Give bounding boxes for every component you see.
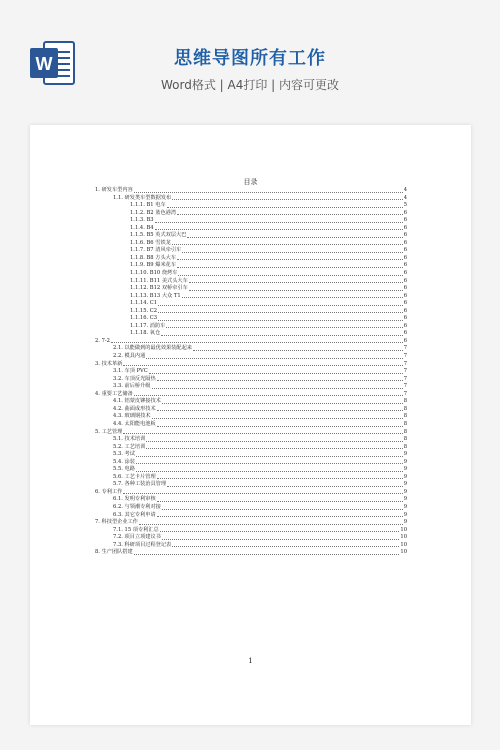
toc-entry[interactable] xyxy=(95,308,407,316)
toc-entry[interactable] xyxy=(95,383,407,391)
toc-entry-page: 6 xyxy=(403,270,407,277)
toc-entry-text: 6. 专利工作 xyxy=(95,488,123,495)
toc-entry-page: 8 xyxy=(403,398,407,405)
toc-entry-text: 5.6. 工艺卡片管理 xyxy=(113,473,156,480)
toc-entry-text: 1.1.18. 氧仓 xyxy=(130,330,161,337)
toc-entry-page: 5 xyxy=(403,202,407,209)
toc-entry-text: 2. 7-2 xyxy=(95,337,110,344)
toc-entry[interactable] xyxy=(95,210,407,218)
toc-entry[interactable] xyxy=(95,217,407,225)
toc-entry-page: 6 xyxy=(403,254,407,261)
toc-entry-page: 9 xyxy=(403,488,407,495)
toc-leader-dots xyxy=(123,492,402,494)
toc-leader-dots xyxy=(136,470,403,472)
toc-entry-text: 1.1.6. B6 雪铁龙 xyxy=(130,239,171,246)
toc-entry-page: 6 xyxy=(403,217,407,224)
toc-entry-text: 5. 工艺管理 xyxy=(95,428,123,435)
toc-entry-page: 6 xyxy=(403,322,407,329)
toc-entry-text: 1. 研发车型内容 xyxy=(95,187,133,193)
toc-entry-page: 6 xyxy=(403,300,407,307)
toc-entry[interactable] xyxy=(95,481,407,489)
toc-entry-page: 9 xyxy=(403,511,407,518)
toc-entry[interactable] xyxy=(95,247,407,255)
toc-leader-dots xyxy=(157,425,403,427)
toc-entry-text: 5.5. 电路 xyxy=(113,466,135,473)
toc-entry[interactable] xyxy=(95,232,407,240)
toc-entry-text: 8. 生产团队搭建 xyxy=(95,549,133,556)
toc-entry-page: 6 xyxy=(403,315,407,322)
toc-entry-page: 8 xyxy=(403,413,407,420)
toc-entry-page: 10 xyxy=(400,526,407,533)
page-subtitle: Word格式 | A4打印 | 内容可更改 xyxy=(160,78,340,92)
toc-leader-dots xyxy=(178,274,402,276)
toc-entry[interactable] xyxy=(95,202,407,210)
toc-entry[interactable] xyxy=(95,195,407,203)
word-icon-letter: W xyxy=(35,54,53,74)
toc-leader-dots xyxy=(152,387,403,389)
toc-entry[interactable] xyxy=(95,293,407,301)
toc-leader-dots xyxy=(172,243,403,245)
toc-entry-page: 6 xyxy=(403,247,407,254)
toc-leader-dots xyxy=(162,538,400,540)
toc-entry-text: 4.4. 太阳能电池板 xyxy=(113,420,156,427)
toc-entry-text: 1.1.16. C3 xyxy=(130,315,158,322)
toc-entry[interactable] xyxy=(95,315,407,323)
toc-entry[interactable] xyxy=(95,262,407,270)
toc-entry-text: 3.3. 前后桥升级 xyxy=(113,383,151,390)
toc-leader-dots xyxy=(189,281,403,283)
toc-entry-text: 3.2. 车顶反光隔热 xyxy=(113,375,156,382)
toc-entry-text: 5.1. 技术培训 xyxy=(113,436,146,443)
toc-entry-text: 1.1.8. B8 方头大车 xyxy=(130,254,177,261)
toc-entry-page: 7 xyxy=(403,375,407,382)
toc-entry-text: 7.3. 科研项目过程登记表 xyxy=(113,541,172,548)
toc-leader-dots xyxy=(146,447,402,449)
toc-leader-dots xyxy=(139,523,403,525)
toc-leader-dots xyxy=(162,402,403,404)
toc-entry-text: 1.1.9. B9 爆米花车 xyxy=(130,262,177,269)
toc-leader-dots xyxy=(162,508,403,510)
toc-entry-text: 3. 技术革新 xyxy=(95,360,123,367)
toc-entry-text: 6.2. 与领潮专利对接 xyxy=(113,503,161,510)
toc-entry-text: 5.7. 各种工装治具管理 xyxy=(113,481,167,488)
toc-entry[interactable] xyxy=(95,270,407,278)
toc-entry[interactable] xyxy=(95,466,407,474)
toc-leader-dots xyxy=(189,289,403,291)
toc-entry-text: 1.1.11. B11 美式头大车 xyxy=(130,277,188,284)
toc-entry[interactable] xyxy=(95,330,407,338)
toc-entry-page: 6 xyxy=(403,330,407,337)
document-page xyxy=(30,125,471,725)
toc-entry-text: 1.1.3. B3 xyxy=(130,217,154,224)
toc-leader-dots xyxy=(136,462,403,464)
toc-entry-page: 10 xyxy=(400,549,407,556)
toc-leader-dots xyxy=(172,198,402,200)
toc-leader-dots xyxy=(160,530,400,532)
toc-leader-dots xyxy=(157,500,403,502)
toc-entry-page: 6 xyxy=(403,239,407,246)
toc-leader-dots xyxy=(111,341,403,343)
toc-leader-dots xyxy=(157,515,403,517)
toc-entry-page: 6 xyxy=(403,337,407,344)
toc-entry-page: 9 xyxy=(403,519,407,526)
toc-entry-page: 8 xyxy=(403,420,407,427)
toc-leader-dots xyxy=(193,349,403,351)
toc-entry-page: 10 xyxy=(400,541,407,548)
toc-entry-page: 9 xyxy=(403,473,407,480)
toc-entry-text: 5.4. 涂装 xyxy=(113,458,135,465)
toc-entry-page: 9 xyxy=(403,496,407,503)
header-banner xyxy=(0,0,500,112)
toc-entry[interactable] xyxy=(95,187,407,195)
toc-entry-page: 6 xyxy=(403,307,407,314)
toc-entry[interactable] xyxy=(95,278,407,286)
toc-leader-dots xyxy=(177,266,403,268)
toc-entry-page: 7 xyxy=(403,390,407,397)
toc-entry-page: 7 xyxy=(403,360,407,367)
toc-entry-text: 6.1. 发明专利审核 xyxy=(113,496,156,503)
toc-entry-page: 6 xyxy=(403,232,407,239)
toc-entry[interactable] xyxy=(95,512,407,520)
toc-entry-page: 6 xyxy=(403,209,407,216)
toc-entry-text: 5.2. 工艺培训 xyxy=(113,443,146,450)
toc-entry[interactable] xyxy=(95,353,407,361)
toc-leader-dots xyxy=(177,258,403,260)
toc-entry[interactable] xyxy=(95,534,407,542)
toc-entry[interactable] xyxy=(95,496,407,504)
toc-entry-text: 6.3. 其它专利申请 xyxy=(113,511,156,518)
toc-entry-page: 10 xyxy=(400,534,407,541)
toc-entry-text: 1.1. 研发类车型数据发布 xyxy=(113,194,172,201)
toc-entry[interactable] xyxy=(95,413,407,421)
toc-entry-page: 4 xyxy=(403,187,407,193)
toc-entry[interactable] xyxy=(95,398,407,406)
toc-leader-dots xyxy=(158,304,403,306)
toc-entry-page: 6 xyxy=(403,262,407,269)
page-title: 思维导图所有工作 xyxy=(174,48,326,69)
toc-leader-dots xyxy=(146,357,402,359)
toc-entry[interactable] xyxy=(95,451,407,459)
toc-entry-page: 6 xyxy=(403,285,407,292)
toc-entry[interactable] xyxy=(95,361,407,369)
toc-leader-dots xyxy=(155,221,403,223)
toc-entry[interactable] xyxy=(95,429,407,437)
toc-leader-dots xyxy=(134,191,403,193)
toc-entry-page: 9 xyxy=(403,458,407,465)
toc-entry-page: 9 xyxy=(403,481,407,488)
toc-entry[interactable] xyxy=(95,444,407,452)
toc-leader-dots xyxy=(123,364,402,366)
toc-entry-page: 9 xyxy=(403,451,407,458)
toc-entry-text: 4. 重要工艺储备 xyxy=(95,390,133,397)
toc-entry-text: 2.1. 以能做到的最优效果装配起来 xyxy=(113,345,192,352)
toc-heading: 目录 xyxy=(243,178,258,186)
toc-leader-dots xyxy=(172,545,399,547)
toc-leader-dots xyxy=(123,432,402,434)
toc-leader-dots xyxy=(182,296,403,298)
toc-entry-text: 1.1.7. B7 清风牵引车 xyxy=(130,247,182,254)
toc-entry[interactable] xyxy=(95,300,407,308)
table-of-contents xyxy=(95,187,407,557)
toc-entry[interactable] xyxy=(95,345,407,353)
toc-entry-text: 1.1.15. C2 xyxy=(130,307,158,314)
toc-entry-text: 5.3. 考试 xyxy=(113,451,135,458)
toc-entry-text: 1.1.1. B1 电车 xyxy=(130,202,166,209)
toc-leader-dots xyxy=(149,372,403,374)
toc-entry-text: 2.2. 模具内通 xyxy=(113,353,146,360)
toc-leader-dots xyxy=(187,236,402,238)
toc-leader-dots xyxy=(167,206,403,208)
toc-entry-page: 7 xyxy=(403,353,407,360)
toc-entry-page: 4 xyxy=(403,194,407,201)
toc-entry-text: 7. 科技型企业工作 xyxy=(95,519,138,526)
toc-entry-text: 1.1.4. B4 xyxy=(130,224,154,231)
toc-entry-page: 6 xyxy=(403,292,407,299)
toc-entry-text: 1.1.14. C1 xyxy=(130,300,158,307)
toc-entry-page: 9 xyxy=(403,466,407,473)
toc-entry-text: 4.2. 曲面成形技术 xyxy=(113,405,156,412)
toc-entry[interactable] xyxy=(95,285,407,293)
toc-entry-text: 4.1. 铝蒙皮铆接技术 xyxy=(113,398,161,405)
toc-entry-text: 3.1. 车顶 PVC xyxy=(113,368,148,375)
toc-entry-page: 7 xyxy=(403,383,407,390)
toc-entry[interactable] xyxy=(95,368,407,376)
toc-entry-page: 8 xyxy=(403,405,407,412)
toc-leader-dots xyxy=(161,334,403,336)
toc-entry-text: 1.1.13. B13 大众 T1 xyxy=(130,292,181,299)
toc-leader-dots xyxy=(146,440,402,442)
toc-entry[interactable] xyxy=(95,459,407,467)
toc-entry-page: 6 xyxy=(403,224,407,231)
toc-entry-text: 1.1.10. B10 烧烤车 xyxy=(130,270,178,277)
toc-entry[interactable] xyxy=(95,504,407,512)
toc-leader-dots xyxy=(157,409,403,411)
toc-entry-text: 7.2. 项目立项建议书 xyxy=(113,534,161,541)
toc-leader-dots xyxy=(155,228,403,230)
toc-entry-page: 8 xyxy=(403,428,407,435)
toc-entry[interactable] xyxy=(95,549,407,557)
toc-entry[interactable] xyxy=(95,436,407,444)
toc-entry-page: 8 xyxy=(403,436,407,443)
toc-entry-text: 1.1.17. 消防车 xyxy=(130,322,166,329)
toc-leader-dots xyxy=(152,417,403,419)
toc-entry[interactable] xyxy=(95,519,407,527)
toc-leader-dots xyxy=(182,251,402,253)
toc-entry-text: 1.1.5. B5 英式双层大巴 xyxy=(130,232,187,239)
toc-entry-page: 7 xyxy=(403,368,407,375)
toc-entry-text: 4.3. 玻璃钢技术 xyxy=(113,413,151,420)
toc-leader-dots xyxy=(158,319,403,321)
toc-entry-text: 1.1.2. B2 蓝色港湾 xyxy=(130,209,177,216)
toc-leader-dots xyxy=(177,213,403,215)
toc-leader-dots xyxy=(167,485,403,487)
toc-leader-dots xyxy=(157,477,403,479)
toc-entry[interactable] xyxy=(95,421,407,429)
toc-entry-page: 8 xyxy=(403,443,407,450)
toc-leader-dots xyxy=(166,326,402,328)
toc-entry[interactable] xyxy=(95,542,407,550)
toc-leader-dots xyxy=(136,455,403,457)
toc-entry-text: 7.1. 15 项专利汇总 xyxy=(113,526,159,533)
toc-leader-dots xyxy=(134,394,403,396)
toc-leader-dots xyxy=(134,553,400,555)
toc-leader-dots xyxy=(157,379,403,381)
toc-entry-text: 1.1.12. B12 双桥牵引车 xyxy=(130,285,188,292)
toc-entry-page: 9 xyxy=(403,503,407,510)
toc-leader-dots xyxy=(158,311,403,313)
page-number: 1 xyxy=(248,657,253,665)
toc-entry-page: 6 xyxy=(403,277,407,284)
toc-entry-page: 7 xyxy=(403,345,407,352)
